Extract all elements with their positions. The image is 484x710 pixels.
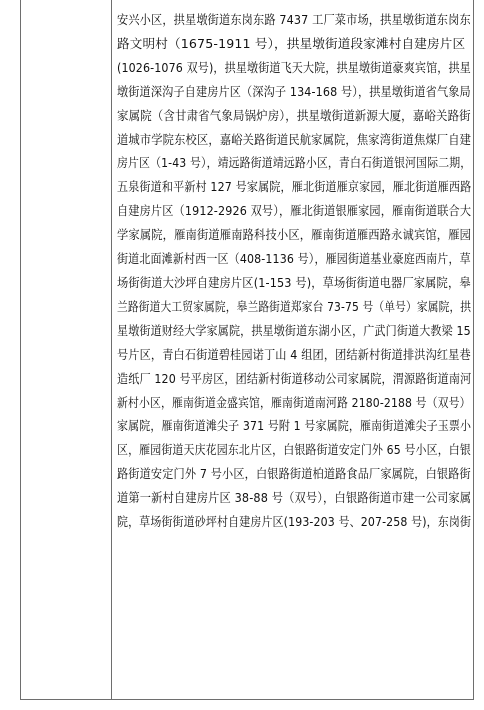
text-line: 号片区，青白石街道碧桂园诺丁山 4 组团，团结新村街道排洪沟红星巷: [117, 346, 471, 362]
text-line: 学家属院，雁南街道雁南路科技小区，雁南街道雁西路永诚宾馆，雁园: [117, 227, 472, 243]
column-divider: [111, 0, 112, 699]
text-line: 路街道安定门外 7 号小区，白银路街道柏道路食品厂家属院，白银路街: [117, 466, 471, 482]
text-line: 星墩街道财经大学家属院，拱星墩街道东湖小区，广武门街道大教梁 15: [117, 322, 471, 338]
text-line: 家属院，雁南街道滩尖子 371 号附 1 号家属院，雁南街道滩尖子玉票小: [117, 418, 472, 434]
text-line: 道城市学院东校区，嘉峪关路街道民航家属院，焦家湾街道焦煤厂自建: [117, 131, 472, 147]
text-line: 家属院（含甘肃省气象局锅炉房），拱星墩街道新源大厦，嘉峪关路街: [117, 107, 471, 123]
text-line: 房片区（1-43 号），靖远路街道靖远路小区，青白石街道银河国际二期，: [117, 155, 472, 171]
text-line: 街道北面滩新村西一区（408-1136 号），雁园街道基业豪庭西南片，草: [117, 251, 471, 267]
table-cell-area-list: [117, 8, 471, 534]
table-cell-empty: [21, 0, 111, 699]
text-line: 路文明村（1675-1911 号），拱星墩街道段家滩村自建房片区: [117, 35, 466, 51]
text-line: 自建房片区（1912-2926 双号），雁北街道银雁家园，雁南街道联合大: [117, 203, 472, 219]
text-line: 造纸厂 120 号平房区，团结新村街道移动公司家属院，渭源路街道南河: [117, 370, 472, 386]
text-line: 兰路街道大工贸家属院，皋兰路街道郑家台 73-75 号（单号）家属院，拱: [117, 298, 472, 314]
text-line: 新村小区，雁南街道金盛宾馆，雁南街道南河路 2180-2188 号（双号）: [117, 394, 471, 410]
text-line: 墩街道深沟子自建房片区（深沟子 134-168 号），拱星墩街道省气象局: [117, 83, 471, 99]
text-line: 五泉街道和平新村 127 号家属院，雁北街道雁京家园，雁北街道雁西路: [117, 179, 472, 195]
table: [20, 0, 474, 700]
text-line: (1026-1076 双号)，拱星墩街道飞天大院，拱星墩街道豪爽宾馆，拱星: [117, 59, 471, 75]
text-line: 区，雁园街道天庆花园东北片区，白银路街道安定门外 65 号小区，白银: [117, 442, 471, 458]
text-line: 院，草场街街道砂坪村自建房片区(193-203 号、207-258 号)，东岗街: [117, 514, 472, 530]
text-line: 场街街道大沙坪自建房片区(1-153 号)，草场街街道电器厂家属院，皋: [117, 274, 471, 290]
text-line: 道第一新村自建房片区 38-88 号（双号），白银路街道市建一公司家属: [117, 490, 472, 506]
text-line: 安兴小区，拱星墩街道东岗东路 7437 工厂菜市场，拱星墩街道东岗东: [117, 12, 471, 27]
